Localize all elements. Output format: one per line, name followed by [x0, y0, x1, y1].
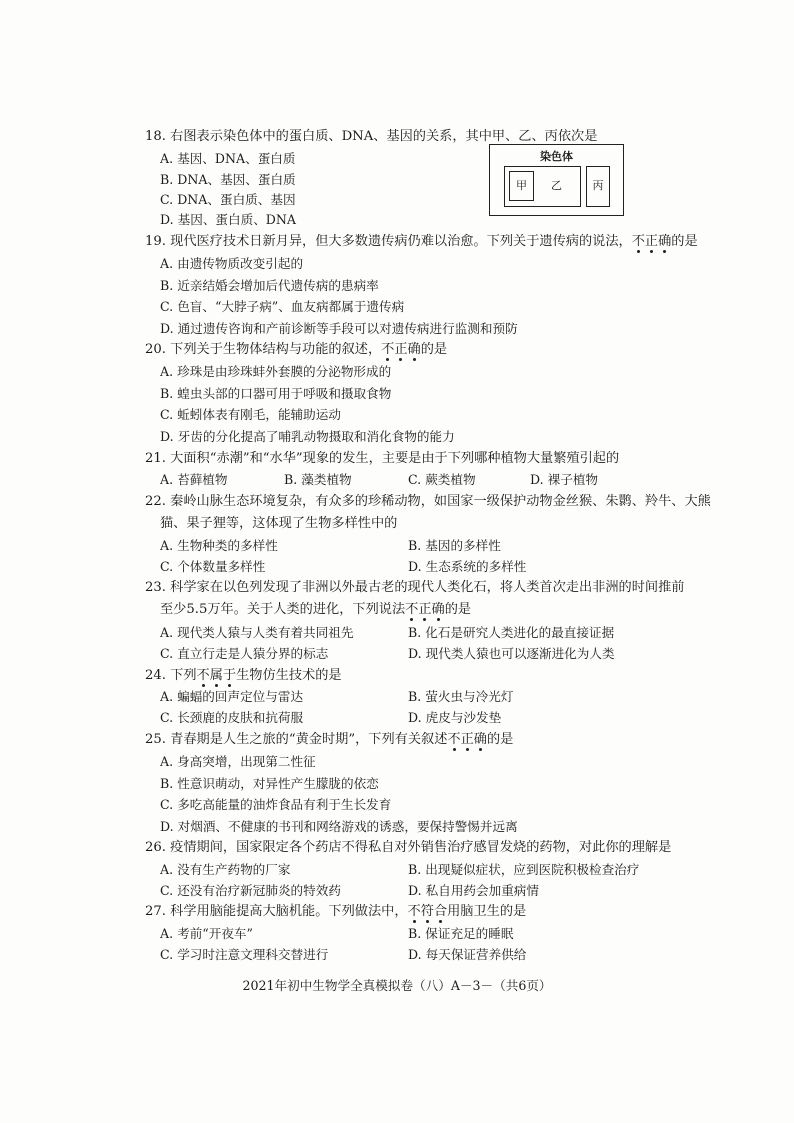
q21-option-a: A. 苔藓植物: [160, 472, 228, 487]
emphasis-char: 合: [433, 904, 448, 919]
emphasis-char: 确: [407, 342, 421, 357]
q21-option-b: B. 藻类植物: [284, 472, 352, 487]
q20-stem-end: 的是: [420, 342, 448, 357]
emphasis-char: 属: [209, 668, 223, 683]
q19-stem-text: 19. 现代医疗技术日新月异，但大多数遗传病仍难以治愈。下列关于遗传病的说法，: [145, 234, 632, 249]
q22-option-b: B. 基因的多样性: [408, 538, 501, 553]
q25-option-a: A. 身高突增，出现第二性征: [160, 754, 316, 769]
q24-stem: [145, 667, 342, 685]
q27-option-a: A. 考前“开夜车”: [160, 926, 253, 941]
q20-option-b: B. 蝗虫头部的口器可用于呼吸和摄取食物: [160, 386, 392, 401]
emphasis-char: 确: [658, 234, 672, 249]
emphasis-char: 正: [644, 234, 659, 249]
diagram-label-jia: 甲: [509, 171, 534, 201]
q19-option-b: B. 近亲结婚会增加后代遗传病的患病率: [160, 278, 379, 293]
emphasis-char: 不: [405, 602, 419, 617]
page-footer: 2021年初中生物学全真模拟卷（八）A－3－（共6页）: [242, 978, 552, 993]
diagram-inner-box: [504, 166, 581, 207]
q27-stem: [145, 903, 526, 921]
q24-option-a: A. 蝙蝠的回声定位与雷达: [160, 689, 304, 704]
q23-stem-line2: [160, 601, 471, 619]
q18-option-c: C. DNA、蛋白质、基因: [160, 192, 296, 207]
q22-option-c: C. 个体数量多样性: [160, 559, 266, 574]
q25-stem-text: 25. 青春期是人生之旅的“黄金时期”，下列有关叙述: [145, 732, 448, 747]
q25-option-c: C. 多吃高能量的油炸食品有利于生长发育: [160, 797, 392, 812]
emphasis-char: 不: [631, 234, 645, 249]
q20-stem: [145, 341, 447, 359]
q25-option-b: B. 性意识萌动，对异性产生朦胧的依恋: [160, 776, 379, 791]
q19-option-a: A. 由遗传物质改变引起的: [160, 256, 304, 271]
q24-option-d: D. 虎皮与沙发垫: [408, 710, 502, 725]
q23-option-c: C. 直立行走是人猿分界的标志: [160, 646, 329, 661]
q26-option-c: C. 还没有治疗新冠肺炎的特效药: [160, 883, 341, 898]
emphasis-char: 正: [460, 732, 474, 747]
diagram-title: 染色体: [540, 150, 573, 163]
q26-option-b: B. 出现疑似症状，应到医院积极检查治疗: [408, 862, 640, 877]
diagram-label-bing: 丙: [586, 166, 610, 207]
diagram-label-yi: 乙: [551, 179, 562, 192]
q21-stem: 21. 大面积“赤潮”和“水华”现象的发生，主要是由于下列哪种植物大量繁殖引起的: [145, 451, 620, 466]
emphasis-char: 不: [447, 732, 461, 747]
q21-option-c: C. 蕨类植物: [408, 472, 476, 487]
q25-stem-end: 的是: [486, 732, 514, 747]
q20-option-d: D. 牙齿的分化提高了哺乳动物摄取和消化食物的能力: [160, 429, 455, 444]
q27-stem-text: 27. 科学用脑能提高大脑机能。下列做法中，: [145, 904, 408, 919]
q23-stem-line1: 23. 科学家在以色列发现了非洲以外最古老的现代人类化石，将人类首次走出非洲的时间推前: [145, 580, 685, 595]
q19-option-c: C. 色盲、“大脖子病”、血友病都属于遗传病: [160, 299, 405, 314]
q22-option-a: A. 生物种类的多样性: [160, 538, 278, 553]
q21-option-d: D. 裸子植物: [530, 472, 599, 487]
q26-option-a: A. 没有生产药物的厂家: [160, 862, 291, 877]
q24-option-c: C. 长颈鹿的皮肤和抗荷服: [160, 710, 304, 725]
emphasis-char: 于: [222, 668, 237, 683]
q20-option-a: A. 珍珠是由珍珠蚌外套膜的分泌物形成的: [160, 364, 392, 379]
emphasis-char: 不: [407, 904, 421, 919]
q24-stem-end: 生物仿生技术的是: [236, 668, 342, 683]
q23-stem-end: 的是: [444, 602, 472, 617]
q27-option-d: D. 每天保证营养供给: [408, 947, 527, 962]
q23-option-b: B. 化石是研究人类进化的最直接证据: [408, 625, 615, 640]
q23-option-a: A. 现代类人猿与人类有着共同祖先: [160, 625, 354, 640]
q18-option-a: A. 基因、DNA、蛋白质: [160, 151, 296, 166]
q22-stem-line1: 22. 秦岭山脉生态环境复杂，有众多的珍稀动物，如国家一级保护动物金丝猴、朱鹮、羚牛、大熊: [145, 494, 711, 509]
q18-option-b: B. DNA、基因、蛋白质: [160, 172, 296, 187]
emphasis-char: 不: [196, 668, 210, 683]
emphasis-char: 正: [418, 602, 432, 617]
q19-option-d: D. 通过遗传咨询和产前诊断等手段可以对遗传病进行监测和预防: [160, 321, 518, 336]
q24-stem-text: 24. 下列: [145, 668, 197, 683]
q27-stem-end: 用脑卫生的是: [447, 904, 527, 919]
q23-stem-text: 至少5.5万年。关于人类的进化，下列说法: [160, 602, 406, 617]
q24-option-b: B. 萤火虫与冷光灯: [408, 689, 514, 704]
q22-option-d: D. 生态系统的多样性: [408, 559, 527, 574]
q18-stem: 18. 右图表示染色体中的蛋白质、DNA、基因的关系，其中甲、乙、丙依次是: [145, 129, 598, 144]
emphasis-char: 正: [394, 342, 408, 357]
chromosome-diagram: [489, 144, 624, 216]
q22-stem-line2: 猫、果子狸等，这体现了生物多样性中的: [160, 516, 398, 531]
q20-option-c: C. 蚯蚓体表有刚毛，能辅助运动: [160, 407, 341, 422]
q26-stem: 26. 疫情期间，国家限定各个药店不得私自对外销售治疗感冒发烧的药物，对此你的理解是: [145, 840, 672, 855]
emphasis-char: 符: [420, 904, 434, 919]
emphasis-char: 不: [381, 342, 395, 357]
q25-option-d: D. 对烟酒、不健康的书刊和网络游戏的诱惑，要保持警惕并远离: [160, 819, 518, 834]
q23-option-d: D. 现代类人猿也可以逐渐进化为人类: [408, 646, 615, 661]
q27-option-c: C. 学习时注意文理科交替进行: [160, 947, 329, 962]
q26-option-d: D. 私自用药会加重病情: [408, 883, 539, 898]
q18-option-d: D. 基因、蛋白质、DNA: [160, 212, 297, 227]
q19-stem: [145, 233, 698, 251]
q27-option-b: B. 保证充足的睡眠: [408, 926, 514, 941]
emphasis-char: 确: [431, 602, 445, 617]
q19-stem-end: 的是: [671, 234, 698, 249]
q20-stem-text: 20. 下列关于生物体结构与功能的叙述，: [145, 342, 382, 357]
emphasis-char: 确: [473, 732, 487, 747]
q25-stem: [145, 731, 513, 749]
